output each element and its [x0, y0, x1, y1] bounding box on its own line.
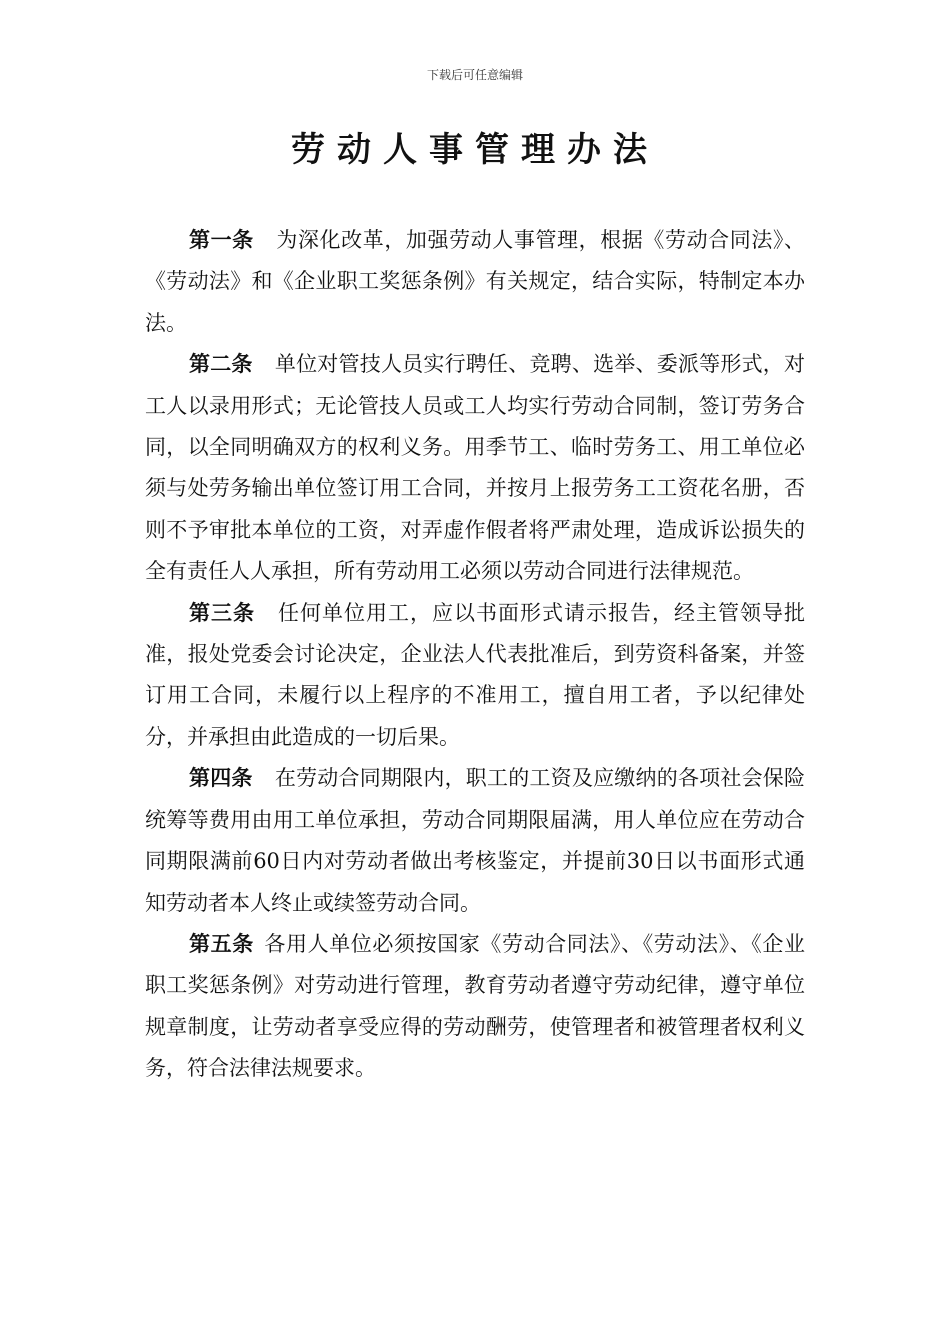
document-title: 劳动人事管理办法 [291, 130, 659, 170]
article-heading: 第一条 [189, 228, 254, 252]
article-text: 在劳动合同期限内，职工的工资及应缴纳的各项社会保险统筹等费用由用工单位承担，劳动合同期限届满，用人单位应在劳动合同期限满前60日内对劳动者做出考核鉴定，并提前30日以书面形式通知劳动者本人终止或续签劳动合同。 [145, 766, 806, 915]
article-5 [145, 924, 805, 1090]
article-2 [145, 344, 805, 592]
article-heading: 第二条 [189, 352, 253, 377]
article-1 [145, 220, 805, 344]
article-text: 单位对管技人员实行聘任、竞聘、选举、委派等形式，对工人以录用形式；无论管技人员或工人均实行劳动合同制，签订劳务合同，以全同明确双方的权利义务。用季节工、临时劳务工、用工单位必须与处劳务输出单位签订用工合同，并按月上报劳务工工资花名册，否则不予审批本单位的工资，对弄虚作假者将严肃处理，造成诉讼损失的全有责任人人承担，所有劳动用工必须以劳动合同进行法律规范。 [145, 352, 806, 584]
article-heading: 第五条 [189, 931, 254, 956]
article-heading: 第四条 [189, 766, 253, 791]
article-4 [145, 758, 805, 924]
document-body [145, 220, 805, 1090]
article-text: 任何单位用工，应以书面形式请示报告，经主管领导批准，报处党委会讨论决定，企业法人代表批准后，到劳资科备案，并签订用工合同，未履行以上程序的不准用工，擅自用工者，予以纪律处分，并承担由此造成的一切后果。 [145, 600, 805, 749]
header-note: 下载后可任意编辑 [426, 68, 523, 82]
article-text: 为深化改革，加强劳动人事管理，根据《劳动合同法》、《劳动法》和《企业职工奖惩条例》有关规定，结合实际，特制定本办法。 [145, 228, 806, 335]
article-text: 各用人单位必须按国家《劳动合同法》、《劳动法》、《企业职工奖惩条例》对劳动进行管理，教育劳动者遵守劳动纪律，遵守单位规章制度，让劳动者享受应得的劳动酬劳，使管理者和被管理者权利义务，符合法律法规要求。 [145, 931, 806, 1081]
article-3 [145, 593, 805, 759]
article-heading: 第三条 [189, 600, 255, 625]
